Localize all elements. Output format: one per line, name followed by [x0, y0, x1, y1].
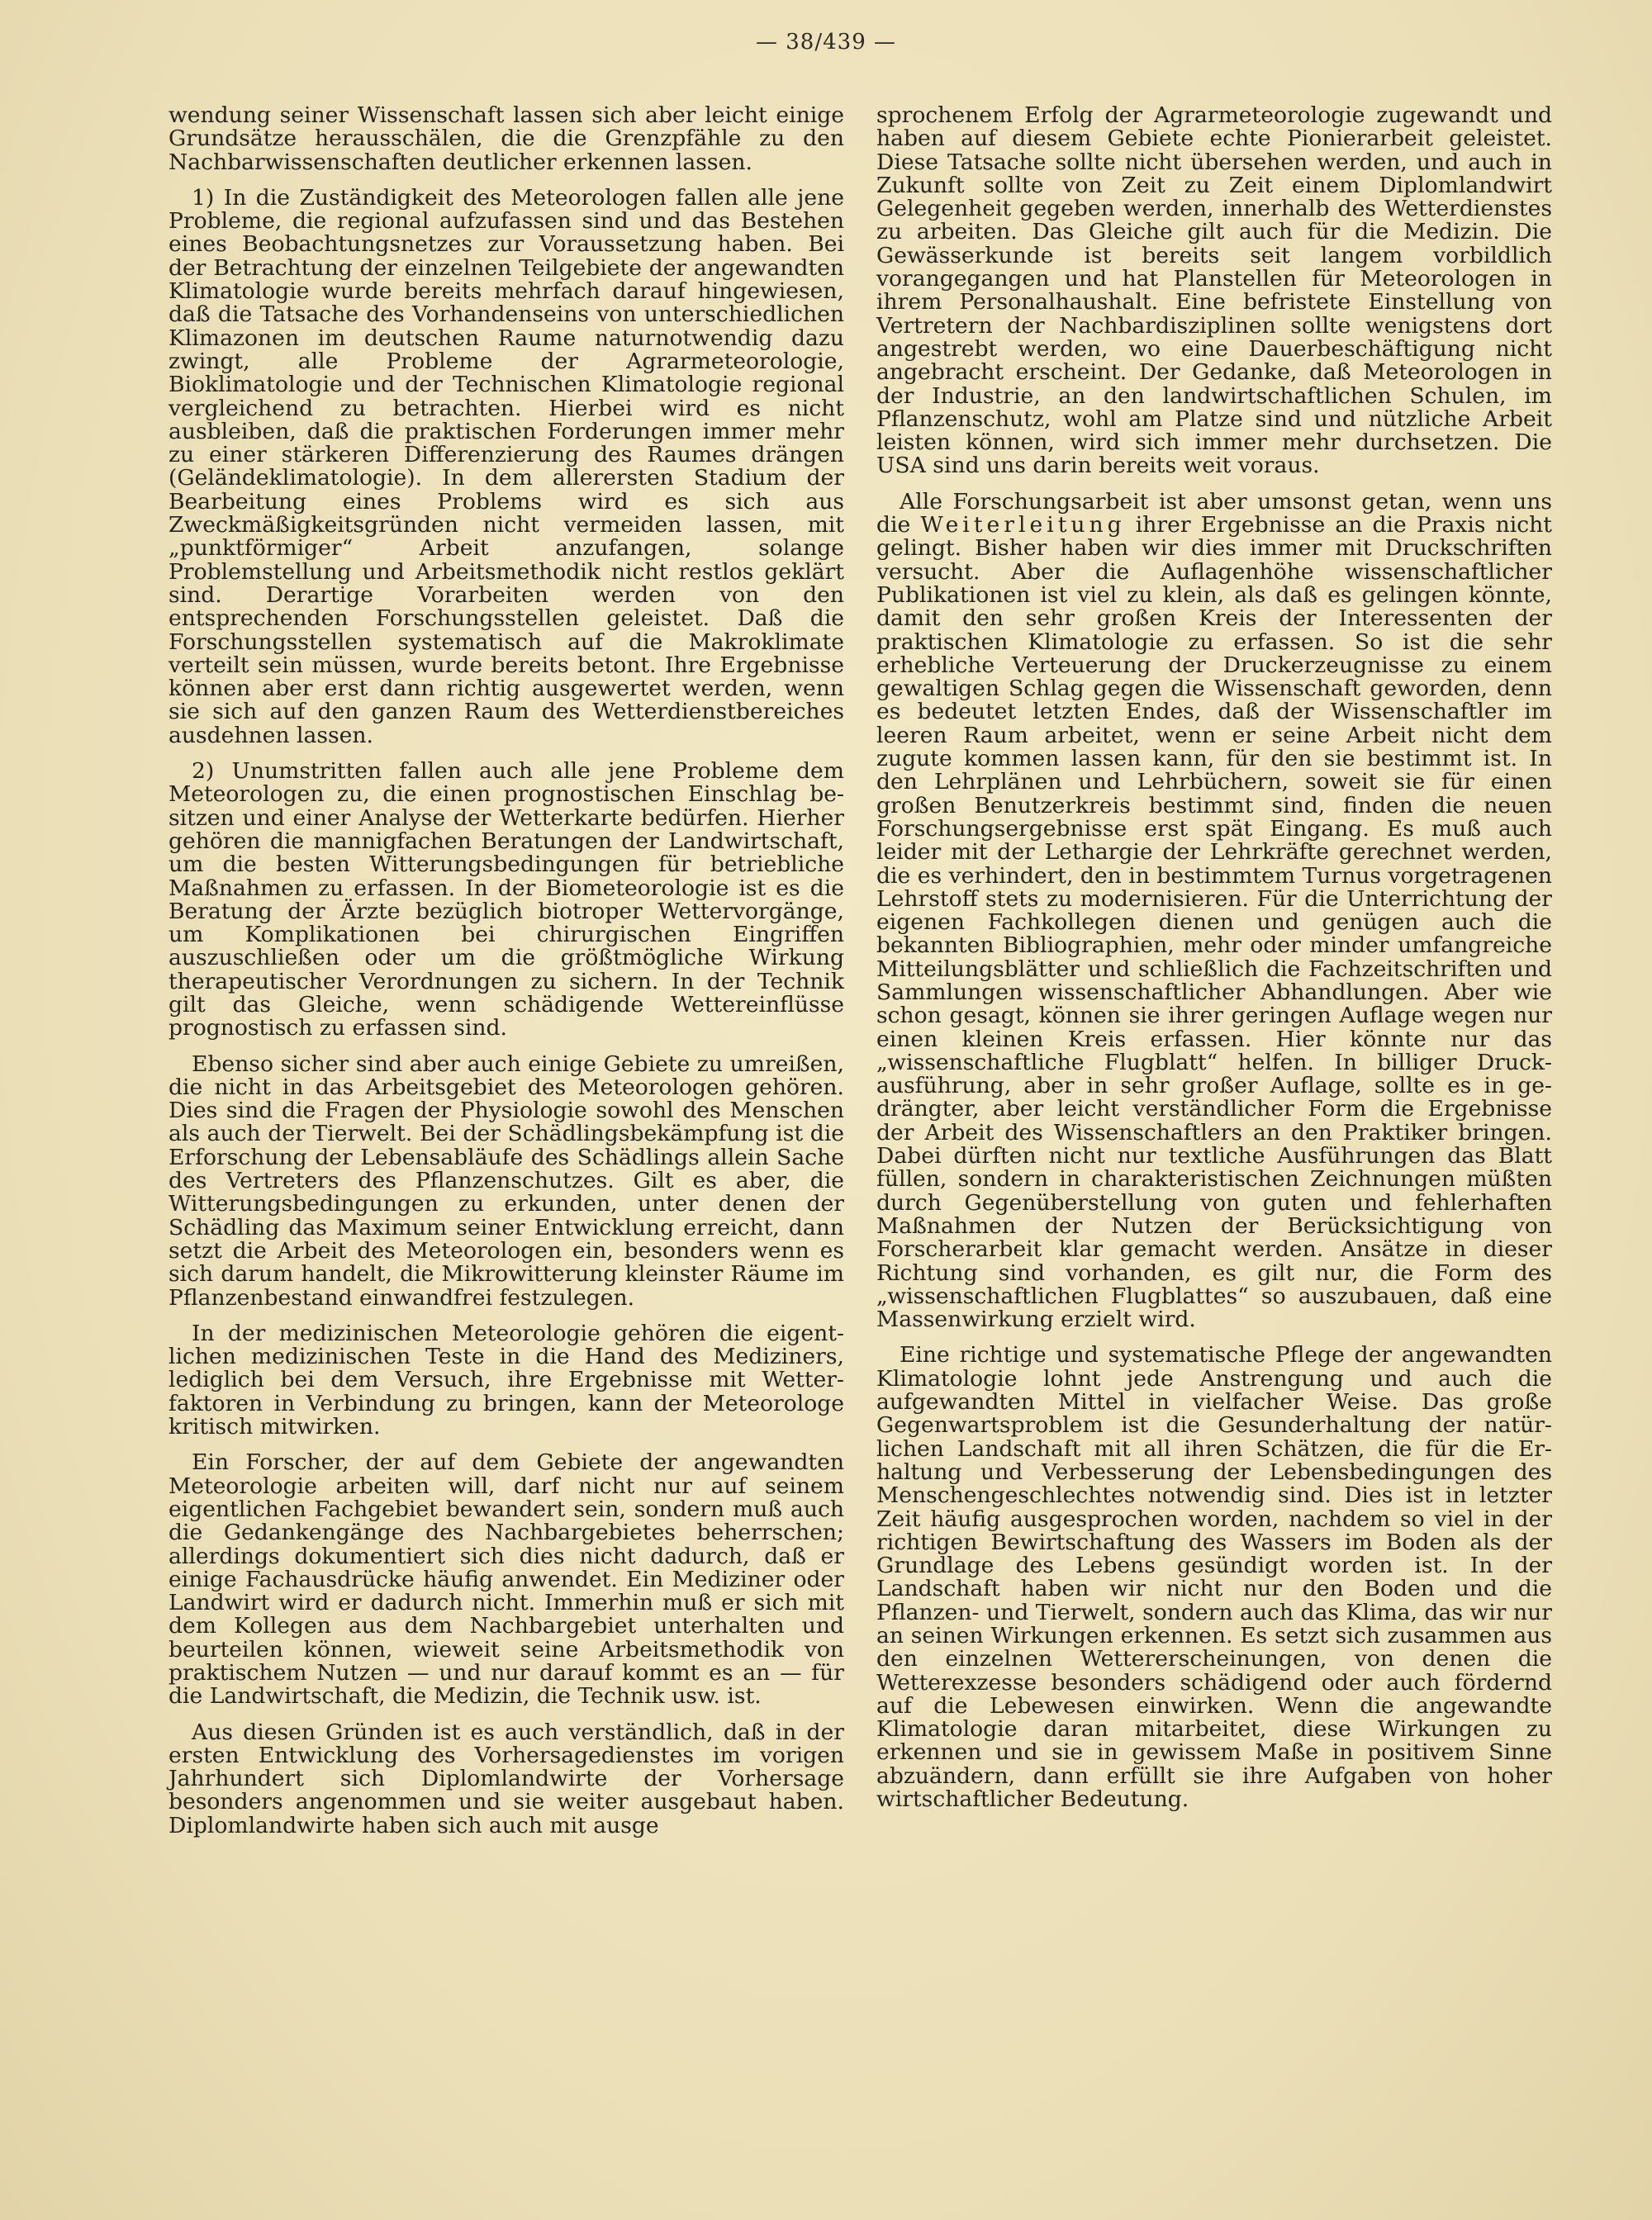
paragraph: Aus diesen Gründen ist es auch verständlich, daß in der ersten Entwicklung des Vorhersagedienstes im vorigen Jahrhundert sich Diplomlandwirte der Vorhersage besonders angenommen und sie weiter ausgebaut haben. Diplomlandwirte haben sich auch mit ausge	[169, 1719, 844, 1838]
left-text-column	[169, 104, 844, 1838]
paragraph: 2) Unumstritten fallen auch alle jene Probleme dem Meteorologen zu, die einen prognostischen Einschlag besitzen und einer Analyse der Wetterkarte bedürfen. Hierher gehören die mannigfachen Beratungen der Landwirtschaft, um die besten Witterungsbedingungen für betriebliche Maßnahmen zu erfassen. In der Biometeorologie ist es die Beratung der Ärzte bezüglich biotroper Wettervorgänge, um Komplikationen bei chirurgischen Eingriffen auszuschließen oder um die größtmögliche Wirkung therapeutischer Verordnungen zu sichern. In der Technik gilt das Gleiche, wenn schädigende Wettereinflüsse prognostisch zu erfassen sind.	[169, 758, 844, 1041]
emphasized-word: Weiterleitung	[920, 512, 1126, 538]
paragraph-text: ihrer Ergebnisse an die Praxis nicht gelingt. Bisher haben wir dies immer mit Druckschriften versucht. Aber die Auflagenhöhe wissenschaftlicher Publikationen ist viel zu klein, als daß es gelingen könnte, damit den sehr großen Kreis der Interessenten der praktischen Klimatologie zu erfassen. So ist die sehr erhebliche Verteuerung der Druckerzeugnisse zu einem gewaltigen Schlag gegen die Wissenschaft geworden, denn es bedeutet letzten Endes, daß der Wissenschaftler im leeren Raum arbeitet, wenn er seine Arbeit nicht dem zugute kommen lassen kann, für den sie bestimmt ist. In den Lehrplänen und Lehrbüchern, soweit sie für einen großen Benutzerkreis bestimmt sind, finden die neuen Forschungsergebnisse erst spät Eingang. Es muß auch leider mit der Lethargie der Lehrkräfte gerechnet werden, die es verhindert, den in bestimmtem Turnus vorgetragenen Lehrstoff stets zu modernisieren. Für die Unterrichtung der eigenen Fachkollegen dienen und genügen auch die bekannten Bibliographien, mehr oder minder umfangreiche Mitteilungsblätter und schließlich die Fachzeitschriften und Sammlungen wissenschaftlicher Abhandlungen. Aber wie schon gesagt, können sie ihrer geringen Auflage wegen nur einen kleinen Kreis erfassen. Hier könnte nur das „wissenschaftliche Flugblatt“ helfen. In billiger Druckausführung, aber in sehr großer Auflage, sollte es in gedrängter, aber leicht verständlicher Form die Ergebnisse der Arbeit des Wissenschaftlers an den Praktiker bringen. Dabei dürften nicht nur textliche Ausführungen das Blatt füllen, sondern in charakteristischen Zeichnungen müßten durch Gegenüberstellung von guten und fehlerhaften Maßnahmen der Nutzen der Berücksichtigung von Forscherarbeit klar gemacht werden. Ansätze in dieser Richtung sind vorhanden, es gilt nur, die Form des „wissenschaftlichen Flugblattes“ so auszubauen, daß eine Massenwirkung erzielt wird.	[876, 512, 1552, 1333]
page-number: — 38/439 —	[756, 30, 896, 55]
paragraph-text: Alle Forschungsarbeit ist aber umsonst getan, wenn uns die	[876, 488, 1552, 538]
paragraph: Ein Forscher, der auf dem Gebiete der angewandten Meteorologie arbeiten will, darf nicht nur auf seinem eigentlichen Fachgebiet bewandert sein, sondern muß auch die Gedankengänge des Nachbargebietes beherrschen; allerdings dokumentiert sich dies nicht dadurch, daß er einige Fachausdrücke häufig anwendet. Ein Mediziner oder Landwirt wird er dadurch nicht. Immerhin muß er sich mit dem Kollegen aus dem Nachbargebiet unterhalten und beurteilen können, wieweit seine Arbeitsmethodik von praktischem Nutzen — und nur darauf kommt es an — für die Landwirtschaft, die Medizin, die Technik usw. ist.	[169, 1449, 844, 1710]
paragraph: sprochenem Erfolg der Agrarmeteorologie zugewandt und haben auf diesem Gebiete echte Pionierarbeit geleistet. Diese Tatsache sollte nicht übersehen werden, und auch in Zukunft sollte von Zeit zu Zeit einem Diplomlandwirt Gelegenheit gegeben werden, innerhalb des Wetterdienstes zu arbeiten. Das Gleiche gilt auch für die Medizin. Die Gewässerkunde ist bereits seit langem vorbildlich vorangegangen und hat Planstellen für Meteorologen in ihrem Personalhaushalt. Eine befristete Einstellung von Vertretern der Nachbardisziplinen sollte wenigstens dort angestrebt werden, wo eine Dauerbeschäftigung nicht angebracht erscheint. Der Gedanke, daß Meteorologen in der Industrie, an den landwirtschaftlichen Schulen, im Pflanzenschutz, wohl am Platze sind und nützliche Arbeit leisten können, wird sich immer mehr durchsetzen. Die USA sind uns darin bereits weit voraus.	[876, 102, 1552, 479]
paragraph: Ebenso sicher sind aber auch einige Gebiete zu umreißen, die nicht in das Arbeitsgebiet des Meteorologen gehören. Dies sind die Fragen der Physiologie sowohl des Menschen als auch der Tierwelt. Bei der Schädlingsbekämpfung ist die Erforschung der Lebensabläufe des Schädlings allein Sache des Vertreters des Pflanzenschutzes. Gilt es aber, die Witterungsbedingungen zu erkunden, unter denen der Schädling das Maximum seiner Entwicklung erreicht, dann setzt die Arbeit des Meteorologen ein, besonders wenn es sich darum handelt, die Mikrowitterung kleinster Räume im Pflanzenbestand einwandfrei festzulegen.	[169, 1051, 844, 1311]
paragraph: 1) In die Zuständigkeit des Meteorologen fallen alle jene Probleme, die regional aufzufassen sind und das Bestehen eines Beobachtungsnetzes zur Voraussetzung haben. Bei der Betrachtung der einzelnen Teilgebiete der angewandten Klimatologie wurde bereits mehrfach darauf hingewiesen, daß die Tatsache des Vorhandenseins von unterschiedlichen Klimazonen im deutschen Raume naturnotwendig dazu zwingt, alle Probleme der Agrarmeteorologie, Bioklimatologie und der Technischen Klimatologie regional vergleichend zu betrachten. Hierbei wird es nicht ausbleiben, daß die praktischen Forderungen immer mehr zu einer stärkeren Differenzierung des Raumes drängen (Geländeklimatologie). In dem allerersten Stadium der Bearbeitung eines Problems wird es sich aus Zweckmäßigkeitsgründen nicht vermeiden lassen, mit „punktförmiger“ Arbeit anzufangen, solange Problemstellung und Arbeitsmethodik nicht restlos geklärt sind. Derartige Vorarbeiten werden von den entsprechenden Forschungsstellen geleistet. Daß die Forschungsstellen systematisch auf die Makroklimate verteilt sein müssen, wurde bereits betont. Ihre Ergebnisse können aber erst dann richtig ausgewertet werden, wenn sie sich auf den ganzen Raum des Wetterdienstbereiches ausdehnen lassen.	[169, 184, 844, 748]
paragraph: In der medizinischen Meteorologie gehören die eigentlichen medizinischen Teste in die Hand des Mediziners, lediglich bei dem Versuch, ihre Ergebnisse mit Wetterfaktoren in Verbindung zu bringen, kann der Meteorologe kritisch mitwirken.	[169, 1320, 844, 1440]
paragraph: Eine richtige und systematische Pflege der angewandten Klimatologie lohnt jede Anstrengung und auch die aufgewandten Mittel in vielfacher Weise. Das große Gegenwartsproblem ist die Gesunderhaltung der natürlichen Landschaft mit all ihren Schätzen, die für die Erhaltung und Verbesserung der Lebensbedingungen des Menschengeschlechtes notwendig sind. Dies ist in letzter Zeit häufig ausgesprochen worden, nachdem so viel in der richtigen Bewirtschaftung des Wassers im Boden als der Grundlage des Lebens gesündigt worden ist. In der Landschaft haben wir nicht nur den Boden und die Pflanzen- und Tierwelt, sondern auch das Klima, das wir nur an seinen Wirkungen erkennen. Es setzt sich zusammen aus den einzelnen Wettererscheinungen, von denen die Wetterexzesse besonders schädigend oder auch fördernd auf die Lebewesen einwirken. Wenn die angewandte Klimatologie daran mitarbeitet, diese Wirkungen zu erkennen und sie in gewissem Maße in positivem Sinne abzuändern, dann erfüllt sie ihre Aufgaben von hoher wirtschaftlicher Bedeutung.	[876, 1342, 1552, 1813]
paragraph: wendung seiner Wissenschaft lassen sich aber leicht einige Grundsätze herausschälen, die die Grenzpfähle zu den Nachbarwissenschaften deutlicher erkennen lassen.	[169, 102, 844, 175]
right-text-column	[876, 104, 1552, 1811]
paragraph-with-emphasis	[876, 488, 1552, 1333]
